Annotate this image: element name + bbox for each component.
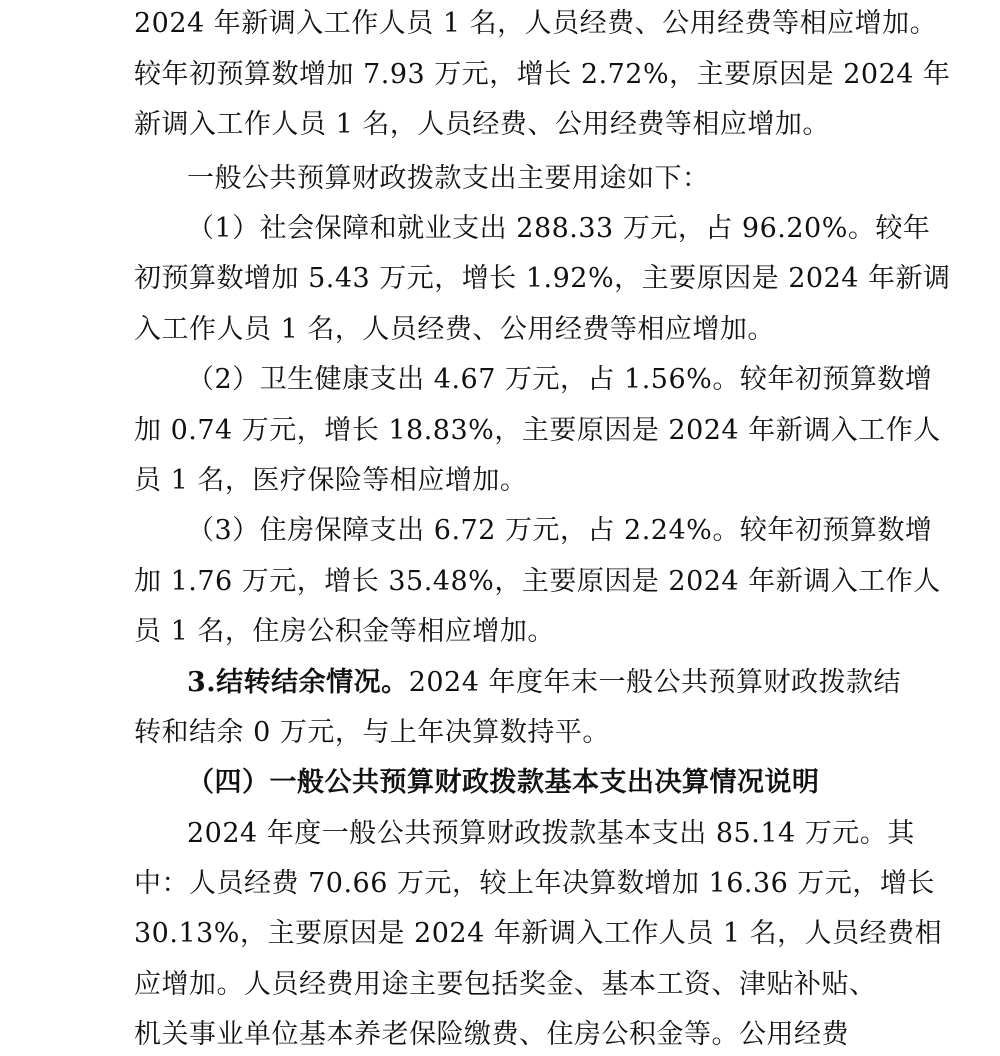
paragraph-line-with-heading — [187, 666, 901, 700]
paragraph-line: （2）卫生健康支出 4.67 万元，占 1.56%。较年初预算数增 — [187, 364, 933, 395]
section-heading: 3.结转结余情况。 — [187, 667, 409, 698]
paragraph-line: 一般公共预算财政拨款支出主要用途如下： — [187, 163, 710, 194]
paragraph-line: 中：人员经费 70.66 万元，较上年决算数增加 16.36 万元，增长 — [134, 868, 935, 899]
paragraph-line: 加 0.74 万元，增长 18.83%，主要原因是 2024 年新调入工作人 — [134, 415, 941, 446]
paragraph-line: 员 1 名，医疗保险等相应增加。 — [134, 465, 528, 496]
paragraph-line: 初预算数增加 5.43 万元，增长 1.92%，主要原因是 2024 年新调 — [134, 263, 951, 294]
paragraph-line: 新调入工作人员 1 名，人员经费、公用经费等相应增加。 — [134, 109, 830, 140]
paragraph-line: 应增加。人员经费用途主要包括奖金、基本工资、津贴补贴、 — [134, 969, 877, 1000]
paragraph-text: 2024 年度年末一般公共预算财政拨款结 — [408, 667, 901, 698]
paragraph-line: 员 1 名，住房公积金等相应增加。 — [134, 616, 555, 647]
paragraph-line: 2024 年度一般公共预算财政拨款基本支出 85.14 万元。其 — [187, 818, 915, 849]
paragraph-line: 较年初预算数增加 7.93 万元，增长 2.72%，主要原因是 2024 年 — [134, 59, 951, 90]
paragraph-line: 30.13%，主要原因是 2024 年新调入工作人员 1 名，人员经费相 — [134, 918, 943, 949]
paragraph-line: （1）社会保障和就业支出 288.33 万元，占 96.20%。较年 — [187, 213, 931, 244]
paragraph-line: 机关事业单位基本养老保险缴费、住房公积金等。公用经费 — [134, 1019, 849, 1050]
paragraph-line: （3）住房保障支出 6.72 万元，占 2.24%。较年初预算数增 — [187, 515, 933, 546]
section-heading: （四）一般公共预算财政拨款基本支出决算情况说明 — [187, 767, 820, 798]
paragraph-line: 转和结余 0 万元，与上年决算数持平。 — [134, 717, 610, 748]
paragraph-line: 入工作人员 1 名，人员经费、公用经费等相应增加。 — [134, 314, 775, 345]
paragraph-line: 加 1.76 万元，增长 35.48%，主要原因是 2024 年新调入工作人 — [134, 566, 941, 597]
paragraph-line: 2024 年新调入工作人员 1 名，人员经费、公用经费等相应增加。 — [134, 8, 938, 39]
